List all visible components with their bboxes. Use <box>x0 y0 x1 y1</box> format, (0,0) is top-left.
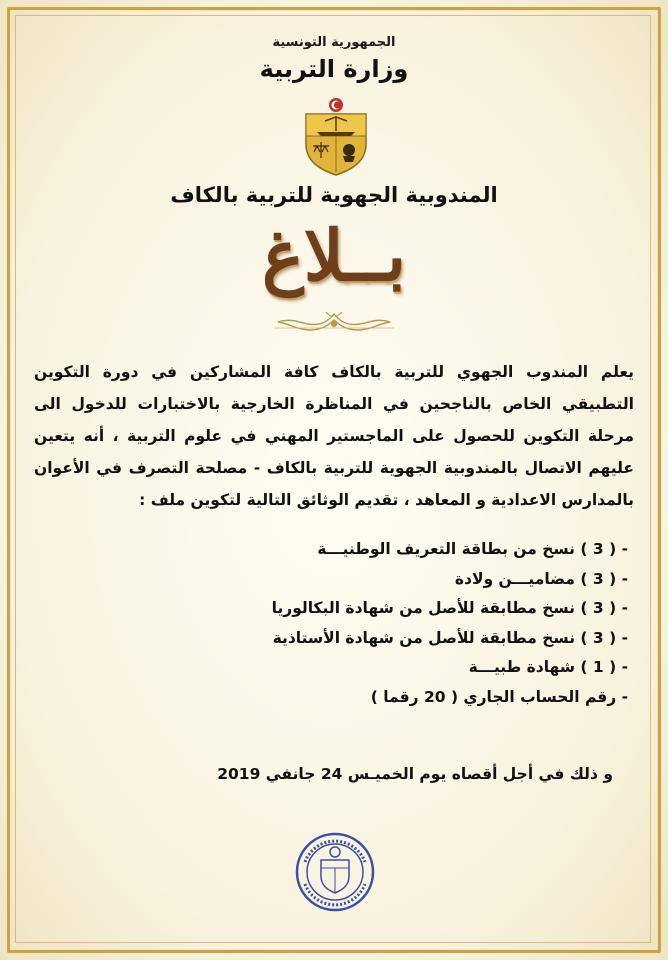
tunisia-coat-of-arms-icon <box>303 96 369 176</box>
republic-name: الجمهورية التونسية <box>272 35 396 50</box>
regional-delegation-name: المندوبية الجهوية للتربية بالكاف <box>170 183 498 207</box>
flourish-divider-icon <box>268 308 400 334</box>
ministry-seal-icon <box>293 830 377 914</box>
list-item: - رقم الحساب الجاري ( 20 رقما ) <box>370 687 628 706</box>
deadline-text: و ذلك في أجل أقصاه يوم الخميـس 24 جانفي 2019 <box>217 765 613 783</box>
list-item: - ( 3 ) نسخ مطابقة للأصل من شهادة البكالوريا <box>271 599 628 617</box>
list-item: - ( 3 ) نسخ مطابقة للأصل من شهادة الأستاذية <box>272 628 628 647</box>
ministry-name: وزارة التربية <box>259 55 409 83</box>
list-item: - ( 1 ) شهادة طبيـــة <box>468 658 628 676</box>
announcement-title: بــلاغ <box>261 214 407 297</box>
list-item: - ( 3 ) مضاميـــن ولادة <box>454 569 628 588</box>
announcement-body: يعلم المندوب الجهوي للتربية بالكاف كافة المشاركين في دورة التكوين التطبيقي الخاص بالناجحين في المناظرة الخارجية بالاختبارات للدخول الى مرحلة التكوين للحصول على الماجستير المهني في علوم التربية ، أنه يتعين عليهم الاتصال بالمندوبية الجهوية للتربية بالكاف - مصلحة التصرف في الأعوان بالمدارس الاعدادية و المعاهد ، تقديم الوثائق التالية لتكوين ملف : <box>34 363 634 509</box>
list-item: - ( 3 ) نسخ من بطاقة التعريف الوطنيـــة <box>317 540 628 558</box>
required-documents-list <box>208 535 628 712</box>
